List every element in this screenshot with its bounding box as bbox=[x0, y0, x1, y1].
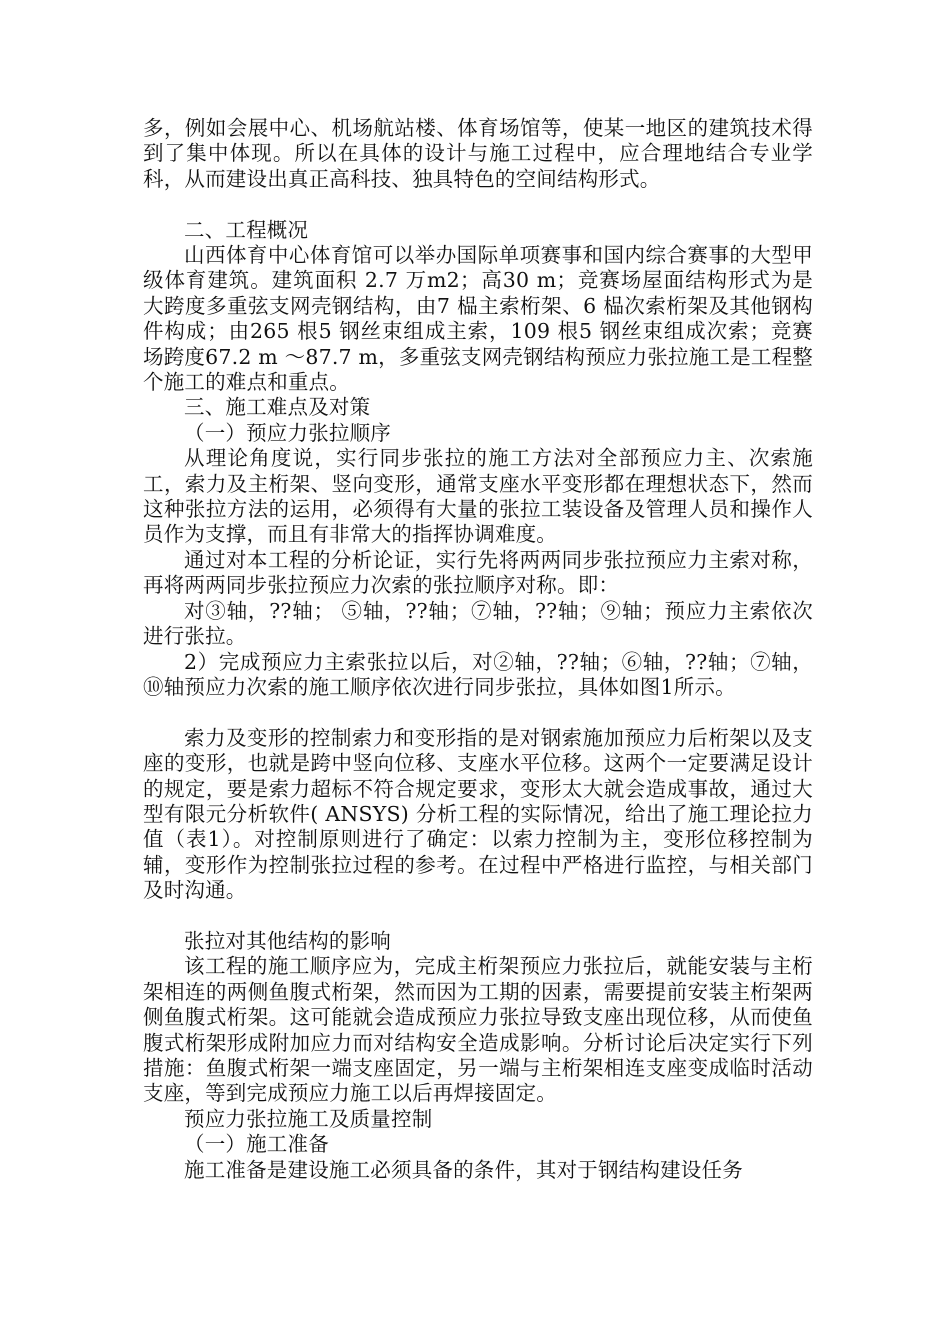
paragraph-gap bbox=[143, 700, 813, 725]
subsection-heading-construction-quality: 预应力张拉施工及质量控制 bbox=[184, 1106, 433, 1131]
document-body bbox=[143, 116, 813, 1183]
paragraph-impact: 该工程的施工顺序应为，完成主桁架预应力张拉后，就能安装与主桁架相连的两侧鱼腹式桁架，然而因为工期的因素，需要提前安装主桁架两侧鱼腹式桁架。这可能就会造成预应力张拉导致支座出现位移，从而使鱼腹式桁架形成附加应力而对结构安全造成影响。分析讨论后决定实行下列措施：鱼腹式桁架一端支座固定，另一端与主桁架相连支座变成临时活动支座，等到完成预应力施工以后再焊接固定。 bbox=[143, 954, 813, 1106]
paragraph-project-overview: 山西体育中心体育馆可以举办国际单项赛事和国内综合赛事的大型甲级体育建筑。建筑面积 2.7 万m2；高30 m；竞赛场屋面结构形式为是大跨度多重弦支网壳钢结构，由7 榀主索桁架、6 榀次索桁架及其他钢构件构成；由265 根5 钢丝束组成主索，109 根5 钢丝束组成次索；竞赛场跨度67.2 m ～87.7 m，多重弦支网壳钢结构预应力张拉施工是工程整个施工的难点和重点。 bbox=[143, 243, 813, 395]
subsection-heading-tension-order: （一）预应力张拉顺序 bbox=[184, 420, 391, 445]
paragraph-preparation: 施工准备是建设施工必须具备的条件，其对于钢结构建设任务 bbox=[184, 1157, 743, 1182]
section-heading-project-overview: 二、工程概况 bbox=[184, 217, 309, 242]
subsection-heading-preparation: （一）施工准备 bbox=[184, 1132, 329, 1157]
paragraph-main-cable-order: 对③轴，??轴； ⑤轴，??轴；⑦轴，??轴；⑨轴；预应力主索依次进行张拉。 bbox=[143, 598, 813, 649]
paragraph-analysis: 通过对本工程的分析论证，实行先将两两同步张拉预应力主索对称，再将两两同步张拉预应力次索的张拉顺序对称。即： bbox=[143, 547, 813, 598]
paragraph-secondary-cable-order: 2）完成预应力主索张拉以后，对②轴，??轴；⑥轴，??轴；⑦轴，⑩轴预应力次索的施工顺序依次进行同步张拉，具体如图1所示。 bbox=[143, 649, 813, 699]
paragraph-synchronous-tension: 从理论角度说，实行同步张拉的施工方法对全部预应力主、次索施工，索力及主桁架、竖向变形，通常支座水平变形都在理想状态下，然而这种张拉方法的运用，必须得有大量的张拉工装设备及管理人员和操作人员作为支撑，而且有非常大的指挥协调难度。 bbox=[143, 446, 813, 547]
paragraph-intro-continuation: 多，例如会展中心、机场航站楼、体育场馆等，使某一地区的建筑技术得到了集中体现。所以在具体的设计与施工过程中，应合理地结合专业学科，从而建设出真正高科技、独具特色的空间结构形式。 bbox=[143, 116, 813, 191]
paragraph-gap bbox=[143, 192, 813, 217]
subsection-heading-impact: 张拉对其他结构的影响 bbox=[184, 928, 391, 953]
paragraph-force-deformation-control: 索力及变形的控制索力和变形指的是对钢索施加预应力后桁架以及支座的变形，也就是跨中竖向位移、支座水平位移。这两个一定要满足设计的规定，要是索力超标不符合规定要求，变形太大就会造成事故，通过大型有限元分析软件( ANSYS) 分析工程的实际情况，给出了施工理论拉力值（表1）。对控制原则进行了确定：以索力控制为主，变形位移控制为辅，变形作为控制张拉过程的参考。在过程中严格进行监控，与相关部门及时沟通。 bbox=[143, 725, 813, 903]
section-heading-difficulties: 三、施工难点及对策 bbox=[184, 395, 371, 420]
paragraph-gap bbox=[143, 904, 813, 929]
